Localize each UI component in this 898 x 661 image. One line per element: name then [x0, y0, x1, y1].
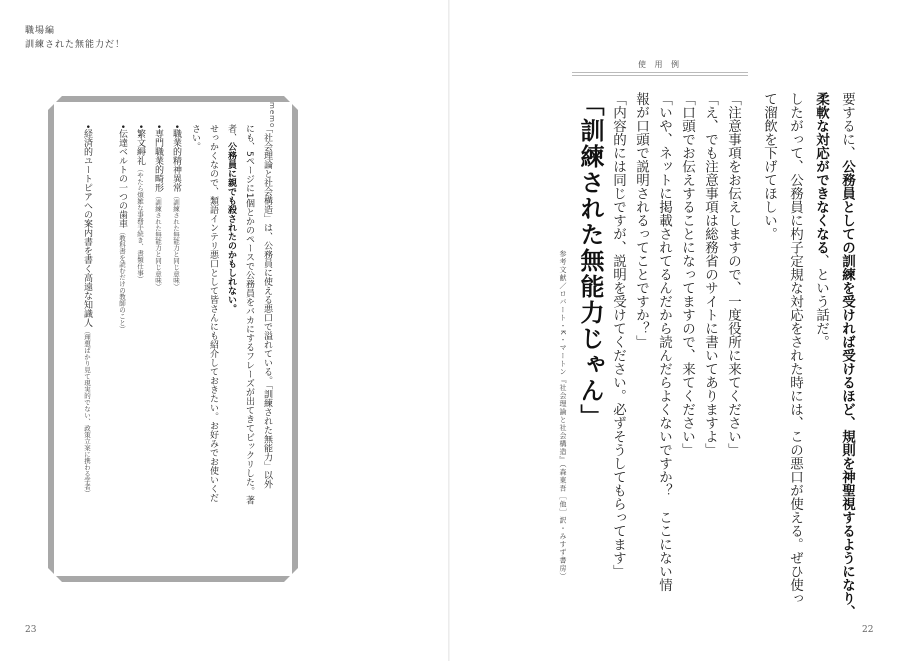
- memo-tag: memo: [268, 102, 276, 129]
- memo-item-note: （教科書を読むだけの教師のこと）: [118, 228, 126, 333]
- section-name: 職場編: [25, 26, 56, 36]
- memo-item-3: [131, 124, 148, 282]
- example-line-3: 「口頭でお伝えすることになってますので、来てください」: [679, 92, 695, 457]
- example-line-6: 「内容的には同じですが、説明を受けてください。必ずそうしてもらってます」: [610, 92, 626, 578]
- page-number-right: 22: [862, 625, 874, 635]
- memo-item-note: （理想ばかり見て現実的でない、政策立案に携わる学者）: [83, 327, 91, 497]
- memo-item-term: 経済的ユートピアへの案内書を書く高遠な知識人: [82, 129, 92, 328]
- memo-item-4: [113, 124, 130, 332]
- usage-divider: [572, 72, 748, 78]
- bullet-icon: •: [171, 124, 181, 130]
- memo-item-5: [78, 124, 95, 564]
- body-line-4: て溜飲を下げてほしい。: [761, 92, 777, 241]
- body-line-3: したがって、公務員に杓子定規な対応をされた時には、この悪口が使える。ぜひ使っ: [787, 92, 803, 605]
- example-line-4: 「いや、ネットに掲載されてるんだから読んだらよくないですか？ ここにない情: [656, 92, 672, 592]
- phrase-title: 「訓練された無能力じゃん」: [576, 92, 604, 430]
- memo-author-word: 者、: [226, 124, 236, 142]
- chapter-title: 訓練された無能力だ！: [25, 40, 126, 50]
- bullet-icon: •: [117, 124, 127, 130]
- bullet-icon: •: [135, 124, 145, 130]
- memo-item-note: （訓練された無能力と同じ意味）: [154, 192, 162, 290]
- book-spine: [448, 0, 450, 661]
- memo-paragraph-line-2: にも、5ページに1個とかのペースで公務員をバカにするフレーズが出てきてビックリした。著: [244, 124, 254, 505]
- memo-item-note: （訓練された無能力と同じ意味）: [172, 192, 180, 290]
- running-head: [25, 24, 125, 52]
- memo-item-term: 職業的精神異常: [171, 129, 181, 193]
- example-line-1: 「注意事項をお伝えしますので、一度役所に来てください」: [725, 92, 741, 457]
- memo-item-term: 伝達ベルトの一つの歯車: [117, 129, 127, 229]
- memo-paragraph-line-5: さい。: [190, 124, 200, 151]
- memo-paragraph-line-4: せっかくなので、類語インテリ悪口として皆さんにも紹介しておきたい。お好みでお使いくだ: [208, 124, 218, 502]
- bullet-icon: •: [82, 124, 92, 130]
- example-line-2: 「え、でも注意事項は総務省のサイトに書いてありますよ」: [702, 92, 718, 457]
- body-line-2: [806, 92, 836, 349]
- reference-citation: 参考文献／ロバート・K・マートン『社会理論と社会構造』（森東吾［他］訳・みすず書房）: [559, 250, 567, 581]
- memo-paragraph-line-1: 「社会理論と社会構造」は、公務員に使える悪口で溢れている。「訓練された無能力」以外: [262, 124, 272, 489]
- memo-item-1: [167, 124, 184, 290]
- memo-item-note: （やたら煩雑な事務手続き、書類仕事）: [136, 165, 144, 283]
- body-emphasis: 柔軟な対応ができなくなる: [813, 92, 829, 254]
- page-number-left: 23: [25, 625, 37, 635]
- body-emphasis: 公務員としての訓練を受ければ受けるほど、規則を神聖視するようになり、: [839, 159, 855, 619]
- body-text: 、という話だ。: [813, 254, 829, 349]
- body-line-1: [832, 92, 862, 619]
- body-text: 要するに、: [839, 92, 855, 160]
- bullet-icon: •: [153, 124, 163, 130]
- memo-item-2: [149, 124, 166, 290]
- memo-item-term: 繁文縟礼: [135, 129, 145, 166]
- memo-item-term: 専門職業的畸形: [153, 129, 163, 193]
- memo-paragraph-line-3: [222, 124, 240, 313]
- example-line-5: 報が口頭で説明されるってことですか？」: [633, 92, 649, 349]
- memo-emphasis: 公務員に親でも殺されたのかもしれない。: [226, 142, 236, 313]
- usage-example-label: 使 用 例: [637, 60, 683, 69]
